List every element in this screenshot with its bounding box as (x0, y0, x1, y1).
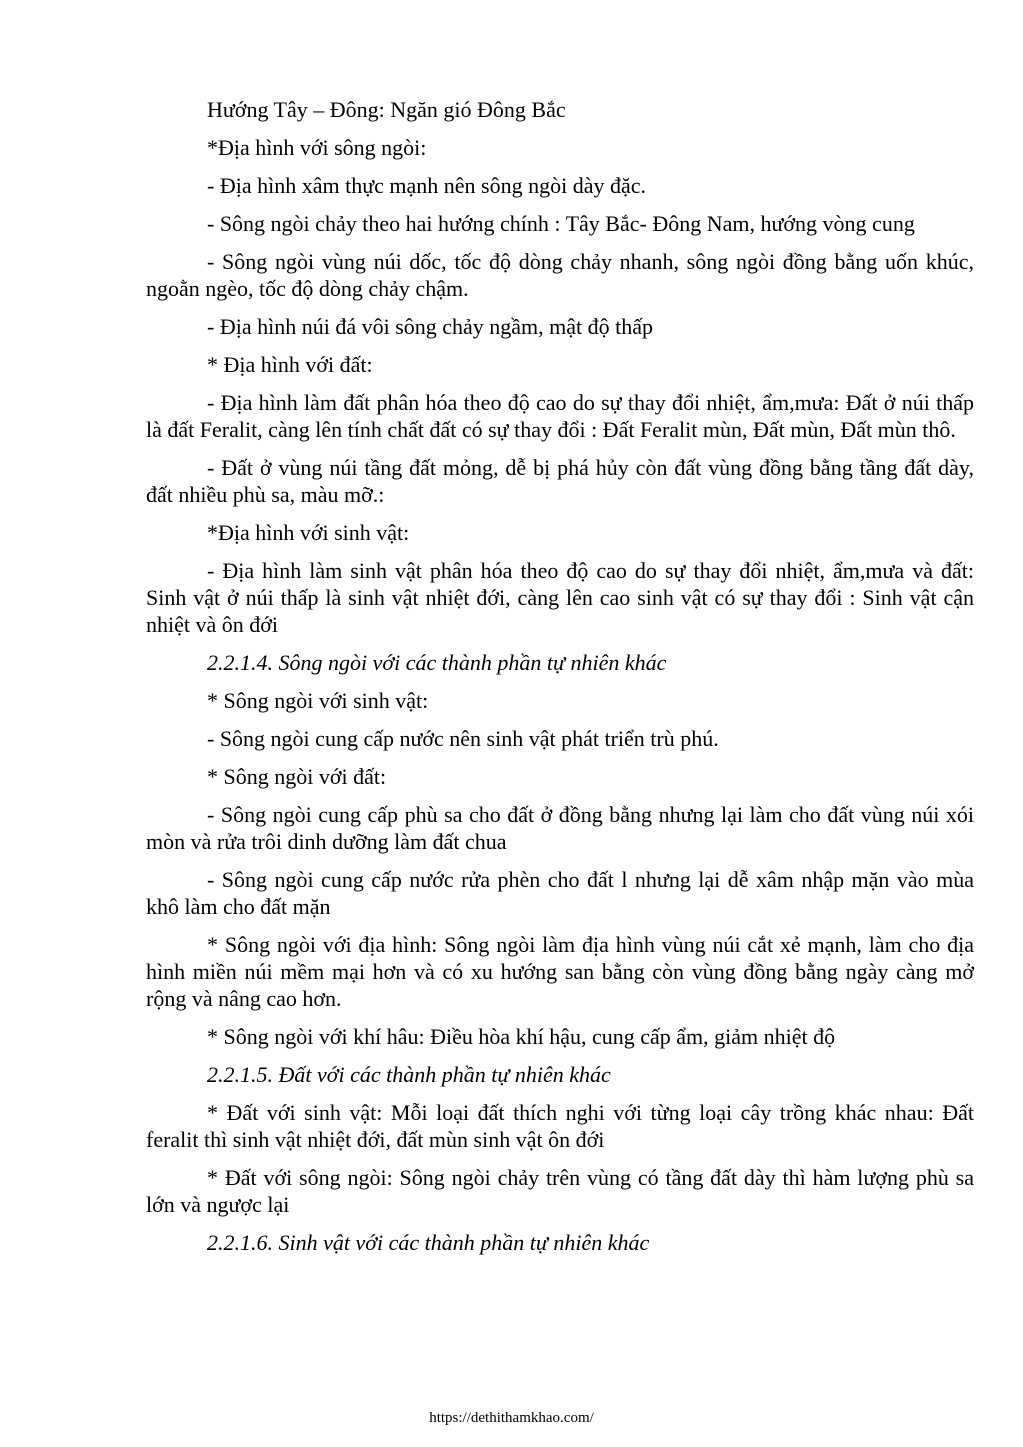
body-paragraph: - Sông ngòi cung cấp nước rửa phèn cho đất l nhưng lại dễ xâm nhập mặn vào mùa khô làm cho đất mặn (146, 867, 974, 919)
body-paragraph: *Địa hình với sinh vật: (207, 520, 410, 545)
body-paragraph: * Sông ngòi với đất: (207, 764, 387, 789)
body-paragraph: * Đất với sinh vật: Mỗi loại đất thích nghi với từng loại cây trồng khác nhau: Đất feralit thì sinh vật nhiệt đới, đất mùn sinh vật ôn đới (146, 1100, 974, 1152)
body-paragraph: * Sông ngòi với khí hâu: Điều hòa khí hậu, cung cấp ẩm, giảm nhiệt độ (207, 1024, 836, 1049)
footer-url[interactable]: https://dethithamkhao.com/ (429, 1410, 594, 1426)
body-paragraph: * Đất với sông ngòi: Sông ngòi chảy trên vùng có tầng đất dày thì hàm lượng phù sa lớn và ngược lại (146, 1165, 974, 1217)
body-paragraph: - Sông ngòi cung cấp nước nên sinh vật phát triển trù phú. (207, 726, 719, 751)
body-paragraph: * Sông ngòi với địa hình: Sông ngòi làm địa hình vùng núi cắt xẻ mạnh, làm cho địa hình miền núi mềm mại hơn và có xu hướng san bằng còn vùng đồng bằng ngày càng mở rộng và nâng cao hơn. (146, 932, 974, 1011)
body-paragraph: - Sông ngòi cung cấp phù sa cho đất ở đồng bằng nhưng lại làm cho đất vùng núi xói mòn và rửa trôi dinh dưỡng làm đất chua (146, 802, 974, 854)
body-paragraph: - Đất ở vùng núi tầng đất mỏng, dễ bị phá hủy còn đất vùng đồng bằng tầng đất dày, đất nhiều phù sa, màu mỡ.: (146, 455, 974, 507)
body-paragraph: - Sông ngòi vùng núi dốc, tốc độ dòng chảy nhanh, sông ngòi đồng bằng uốn khúc, ngoằn ngèo, tốc độ dòng chảy chậm. (146, 249, 974, 301)
body-paragraph: * Địa hình với đất: (207, 352, 373, 377)
body-paragraph: - Địa hình xâm thực mạnh nên sông ngòi dày đặc. (207, 173, 646, 198)
body-paragraph: *Địa hình với sông ngòi: (207, 135, 427, 160)
document-body (146, 96, 974, 1267)
body-paragraph: - Địa hình làm đất phân hóa theo độ cao do sự thay đổi nhiệt, ẩm,mưa: Đất ở núi thấp là đất Feralit, càng lên tính chất đất có sự thay đổi : Đất Feralit mùn, Đất mùn, Đất mùn thô. (146, 390, 974, 442)
body-paragraph: * Sông ngòi với sinh vật: (207, 688, 429, 713)
body-paragraph: - Sông ngòi chảy theo hai hướng chính : Tây Bắc- Đông Nam, hướng vòng cung (207, 211, 915, 236)
body-paragraph: - Địa hình làm sinh vật phân hóa theo độ cao do sự thay đổi nhiệt, ẩm,mưa và đất: Sinh vật ở núi thấp là sinh vật nhiệt đới, càng lên cao sinh vật có sự thay đổi : Sinh vật cận nhiệt và ôn đới (146, 558, 974, 637)
section-heading: 2.2.1.4. Sông ngòi với các thành phần tự nhiên khác (207, 650, 667, 675)
body-paragraph: Hướng Tây – Đông: Ngăn gió Đông Bắc (207, 97, 566, 122)
section-heading: 2.2.1.6. Sinh vật với các thành phần tự nhiên khác (207, 1230, 650, 1255)
body-paragraph: - Địa hình núi đá vôi sông chảy ngầm, mật độ thấp (207, 314, 654, 339)
section-heading: 2.2.1.5. Đất với các thành phần tự nhiên khác (207, 1062, 611, 1087)
